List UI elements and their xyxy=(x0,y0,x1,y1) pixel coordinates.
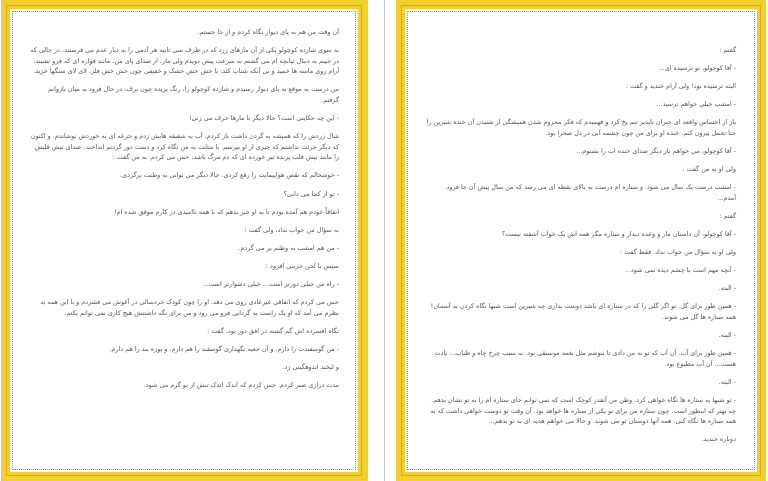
paragraph: - آقا کوچولو، آن داستان مار و وعده دیدار و ستاره مگر همه اش یک خواب آشفته نیست؟ xyxy=(501,230,736,239)
paragraph: گفتم : xyxy=(719,211,736,220)
paragraph: به سوی شازده کوچولو یکی از آن مارهای زرد که در ظرف سی ثانیه هر آدمی را به دیار عدم می فرستند، در حالی که در جیبم به دنبال تپانچه ام می گشتم به سرعت پیش دویدم ولی مار، از صدای پای من، مانند فواره ای که فرو نشیند، آرام روی ماسه ها خمید و بی آنکه شتاب کند، با خش خش خشک و خفیفی چون خش خش فلز، لای لای سنگها خزید. xyxy=(30,46,339,76)
paragraph: البته ترسیده بود! ولی آرام خندید و گفت : xyxy=(625,82,736,91)
paragraph: من درست به موقع به پای دیوار رسیدم و شازده کوچولو را، رنگ پریده چون برف، در حال فرود به میان بازوانم گرفتم. xyxy=(48,85,339,104)
paragraph: باز از احساس واقعه ای جبران ناپذیر تنم یخ کرد و فهمیدم که فکر محروم شدن همیشگی از شنیدن آن خنده شیرین را حتا تحمل بیرون کنم. خنده او برای من چون چشمه آبی در دل صحرا بود. xyxy=(426,118,736,137)
paragraph: - البته. xyxy=(718,331,736,340)
paragraph: اتفاقاً خودم هم آمده بودم تا به او خبر بدهم که با همه ناامیدی در کارم موفق شده ام! xyxy=(113,207,339,216)
paragraph: - البته. xyxy=(718,284,736,293)
paragraph: - همین طور برای آب. آن آب که تو به من دادی تا بنوشم مثل نغمه موسیقی بود. به سبب چرخ چاه و طناب... یادت هست... آن آب مطبوع بود. xyxy=(434,349,736,368)
paragraph: - آقا کوچولو، می خواهم باز دیگر صدای خنده ات را بشنوم... xyxy=(576,147,736,156)
document-page-right xyxy=(396,0,766,481)
paragraph: و لبخند اندوهگینی زد. xyxy=(282,362,339,371)
page-gap-edge xyxy=(367,0,368,481)
paragraph: نگاه افسرده اش گم گشته در افق دور بود. گفت : xyxy=(207,326,339,335)
paragraph: آن وقت من هم به پای دیوار نگاه کردم و از جا جستم. xyxy=(197,28,339,36)
paragraph: - البته. xyxy=(718,377,736,386)
paragraph: - امشب درست یک سال می شود. و ستاره ام درست به بالای نقطه ای می رسد که من سال پیش آن جا فرود آمدم... xyxy=(446,183,736,202)
paragraph: گفتم : xyxy=(719,46,736,54)
page-gap-edge xyxy=(384,0,385,481)
paragraph: سپس با لحن حزینی افزود : xyxy=(265,261,339,270)
paragraph: - آقا کوچولو، تو ترسیده ای... xyxy=(658,64,736,73)
paragraph: - آنچه مهم است با چشم دیده نمی شود... xyxy=(624,266,736,275)
paragraph: ولی او به سؤال من جواب نداد. فقط گفت : xyxy=(620,248,736,257)
paragraph: حس می کردم که اتفاقی غیرعادی روی می دهد. او را چون کودک خردسالی در آغوش می فشردم و با این همه به نظرم می آمد که او یک راست به گردابی فرو می رود و من برای نگه داشتنش هیچ کاری نمی توانم بکنم. xyxy=(40,298,339,317)
paragraph: - تو شبها به ستاره ها نگاه خواهی کرد. وطن من آنقدر کوچک است که نمی توانم جای ستاره ام را به تو نشان بدهم. چه بهتر که اینطور است. چون ستاره من برای تو یکی از ستاره ها خواهد بود. آن وقت تو دوست خواهی داشت که به همه ستاره ها نگاه کنی. همه آنها دوستان تو می شوند. و حالا می خواهم هدیه ای به تو بدهم... xyxy=(430,395,736,426)
paragraph: - خوشحالم که نقص هواپیمایت را رفع کردی. حالا دیگر می توانی به وطنت برگردی. xyxy=(120,171,339,180)
paragraph: - همین طور برای گل. تو اگر گلی را که در ستاره ای باشد دوست بداری چه شیرین است شبها نگاه کردن به آسمان! همه ستاره ها گل می شوند. xyxy=(430,302,736,321)
paragraph: - من گوسفندت را دارم. و آن جعبه نگهداری گوسفند را هم دارم. و پوزه بند را هم دارم. xyxy=(109,344,339,353)
document-page-left xyxy=(1,0,367,481)
paragraph: - راه من خیلی دورتر است... خیلی دشوارتر است... xyxy=(202,280,339,288)
page-text-left xyxy=(29,27,339,398)
paragraph: دوباره خندید. xyxy=(701,435,736,444)
paragraph: - این چه حکایتی است؟ حالا دیگر با مارها حرف می زنی! xyxy=(188,114,339,123)
paragraph: مدت درازی صبر کردم. حس کردم که اندک اندک تنش از نو گرم می شود. xyxy=(143,381,339,390)
paragraph: شال زردش را که همیشه به گردن داشت باز کردم. آب به شقیقه هایش زدم و جرعه ای به خوردش نوشاندم. و اکنون که دیگر جرئت نداشتم که چیزی از او بپرسم. با متانت به من نگاه کرد و دست دور گردنم انداخت. صدای تپش قلبش را مانند تپش قلب پرنده تیر خورده ای که دم مرگ باشد، حس می کردم. به من گفت : xyxy=(30,132,339,162)
paragraph: - من هم امشب به وطنم بر می گردم. xyxy=(238,243,339,252)
paragraph: - تو از کجا می دانی؟ xyxy=(283,189,339,198)
page-text-right xyxy=(426,45,736,452)
paragraph: به سؤال من جواب نداد، ولی گفت : xyxy=(244,225,339,234)
paragraph: ولی او به من گفت : xyxy=(682,165,736,174)
paragraph: - امشب خیلی خواهم ترسید... xyxy=(656,100,736,109)
